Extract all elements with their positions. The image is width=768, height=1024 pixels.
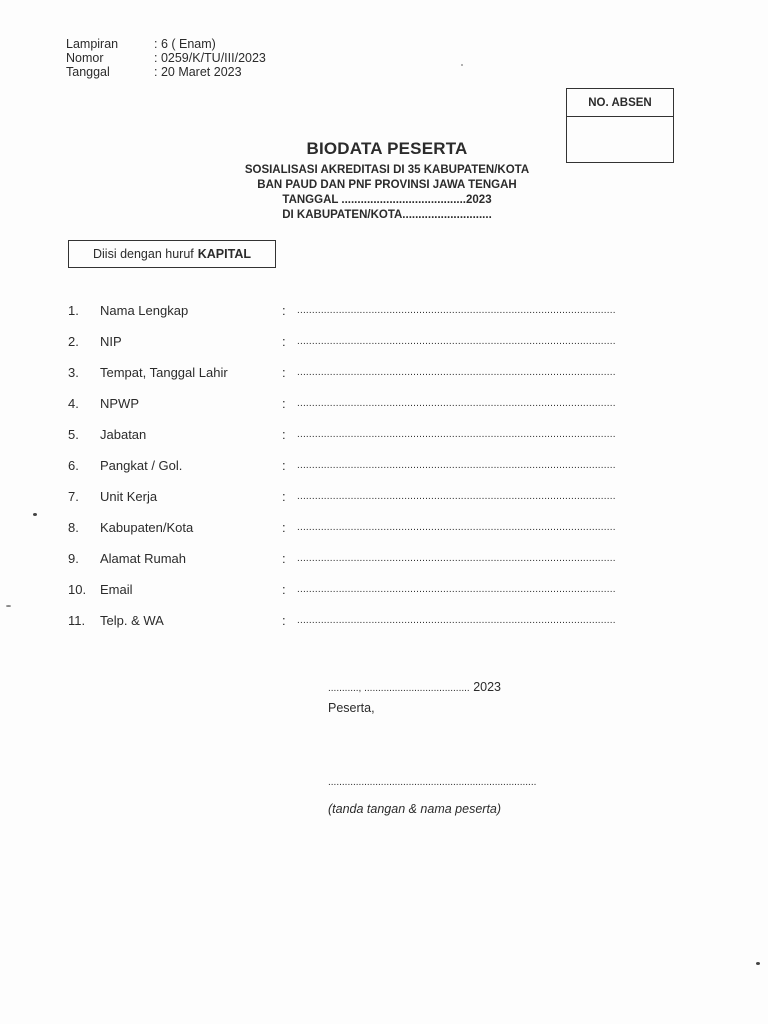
field-label: NIP (100, 334, 122, 349)
field-label: Kabupaten/Kota (100, 520, 194, 535)
field-number: 3. (68, 365, 79, 380)
field-colon: : (282, 489, 286, 504)
field-fill-line[interactable]: ........................................................................................................... (297, 367, 616, 378)
field-label: Alamat Rumah (100, 551, 186, 566)
field-number: 10. (68, 582, 87, 597)
instruction-emphasis: KAPITAL (197, 247, 251, 261)
field-colon: : (282, 427, 286, 442)
field-colon: : (282, 520, 286, 535)
meta-row (66, 65, 266, 79)
field-colon: : (282, 396, 286, 411)
field-label: Tempat, Tanggal Lahir (100, 365, 228, 380)
title-block (200, 139, 574, 223)
subtitle-line: DI KABUPATEN/KOTA............................ (282, 209, 492, 221)
field-number: 9. (68, 551, 79, 566)
meta-value: : 0259/K/TU/III/2023 (154, 51, 266, 65)
letter-meta (66, 37, 266, 79)
field-colon: : (282, 458, 286, 473)
field-fill-line[interactable]: ........................................................................................................... (297, 460, 616, 471)
meta-value: : 20 Maret 2023 (154, 65, 242, 79)
field-label: Email (100, 582, 133, 597)
scan-speck (33, 513, 37, 516)
signature-block (328, 680, 536, 816)
field-label: Telp. & WA (100, 613, 164, 628)
field-colon: : (282, 613, 286, 628)
sign-year: 2023 (473, 680, 501, 694)
meta-row (66, 37, 266, 51)
absen-label: NO. ABSEN (567, 89, 673, 117)
form-field (68, 365, 638, 396)
subtitle-line: TANGGAL .......................................2023 (282, 194, 492, 206)
field-number: 1. (68, 303, 79, 318)
instruction-text: Diisi dengan huruf (92, 247, 194, 261)
field-colon: : (282, 365, 286, 380)
field-number: 4. (68, 396, 79, 411)
signature-line[interactable]: ........................................................................... (328, 777, 537, 788)
form-field (68, 520, 638, 551)
subtitle-line: BAN PAUD DAN PNF PROVINSI JAWA TENGAH (257, 179, 517, 191)
instruction-box (68, 240, 276, 268)
field-fill-line[interactable]: ........................................................................................................... (297, 584, 616, 595)
sign-date-line (328, 680, 536, 694)
field-fill-line[interactable]: ........................................................................................................... (297, 305, 616, 316)
form-field (68, 427, 638, 458)
field-number: 11. (68, 613, 86, 628)
field-fill-line[interactable]: ........................................................................................................... (297, 429, 616, 440)
field-number: 7. (68, 489, 79, 504)
field-colon: : (282, 303, 286, 318)
form-fields (68, 303, 638, 644)
field-label: Nama Lengkap (100, 303, 189, 318)
field-colon: : (282, 551, 286, 566)
sign-date-dots[interactable]: ..........., ...................................... (328, 683, 470, 694)
scan-speck (6, 605, 11, 607)
form-field (68, 613, 638, 644)
form-field (68, 334, 638, 365)
form-field (68, 303, 638, 334)
form-field (68, 396, 638, 427)
subtitle-line: SOSIALISASI AKREDITASI DI 35 KABUPATEN/KOTA (244, 164, 530, 176)
field-fill-line[interactable]: ........................................................................................................... (297, 336, 616, 347)
field-fill-line[interactable]: ........................................................................................................... (297, 553, 616, 564)
field-number: 6. (68, 458, 79, 473)
field-label: NPWP (100, 396, 139, 411)
sign-role: Peserta, (328, 701, 375, 715)
field-colon: : (282, 334, 286, 349)
field-fill-line[interactable]: ........................................................................................................... (297, 615, 616, 626)
signature-note: (tanda tangan & nama peserta) (328, 802, 502, 816)
meta-value: : 6 ( Enam) (154, 37, 216, 51)
field-colon: : (282, 582, 286, 597)
form-field (68, 582, 638, 613)
field-label: Jabatan (100, 427, 147, 442)
form-field (68, 551, 638, 582)
form-field (68, 458, 638, 489)
meta-label: Tanggal (66, 65, 110, 79)
page-title: BIODATA PESERTA (306, 139, 468, 158)
field-label: Pangkat / Gol. (100, 458, 183, 473)
field-label: Unit Kerja (100, 489, 158, 504)
field-number: 8. (68, 520, 79, 535)
meta-label: Lampiran (66, 37, 119, 51)
scan-speck (756, 962, 760, 965)
scan-speck (461, 64, 463, 66)
absen-box (566, 88, 674, 163)
field-fill-line[interactable]: ........................................................................................................... (297, 522, 616, 533)
form-field (68, 489, 638, 520)
field-fill-line[interactable]: ........................................................................................................... (297, 491, 616, 502)
field-number: 5. (68, 427, 79, 442)
meta-label: Nomor (66, 51, 104, 65)
field-fill-line[interactable]: ........................................................................................................... (297, 398, 616, 409)
meta-row (66, 51, 266, 65)
field-number: 2. (68, 334, 79, 349)
